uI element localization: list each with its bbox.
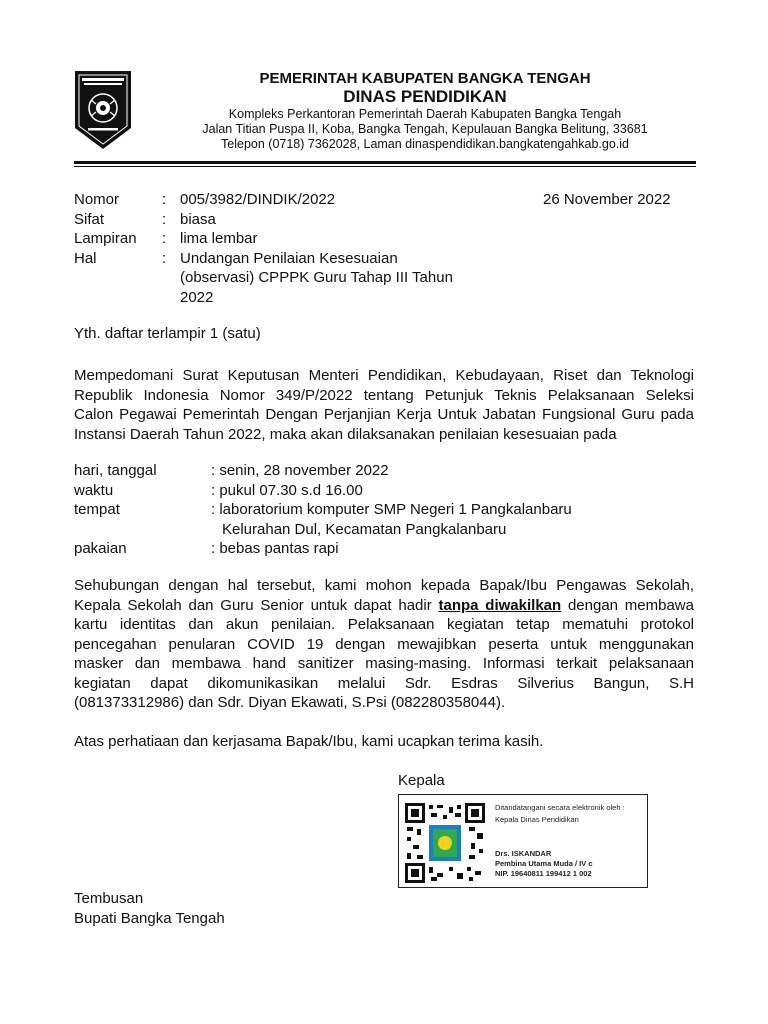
signatory-title: Kepala bbox=[398, 772, 445, 789]
paragraph-line: Instansi Daerah Tahun 2022, maka akan dilaksanakan penilaian kesesuaian pada bbox=[74, 425, 617, 443]
signatory-nip: NIP. 19640811 199412 1 002 bbox=[495, 869, 592, 878]
paragraph-line: pencegahan penularan COVID 19 dengan mewajibkan peserta untuk menggunakan bbox=[74, 635, 694, 653]
detail-label-time: waktu bbox=[74, 481, 114, 499]
letter-attachment: lima lembar bbox=[180, 230, 258, 247]
signatory-rank: Pembina Utama Muda / IV c bbox=[495, 859, 593, 868]
paragraph-line: masker dan membawa hand sanitizer masing-masing. Informasi terkait pelaksanaan bbox=[74, 655, 694, 672]
copy-to-label: Tembusan bbox=[74, 890, 144, 907]
copy-to-recipient: Bupati Bangka Tengah bbox=[74, 909, 225, 927]
detail-label-day: hari, tanggal bbox=[74, 462, 157, 479]
letterhead-rule-thin bbox=[74, 166, 696, 167]
electronic-signature-box bbox=[398, 794, 648, 888]
recipient: Yth. daftar terlampir 1 (satu) bbox=[74, 325, 261, 342]
paragraph-line: kartu identitas dan akun penilaian. Pelaksanaan kegiatan tetap mematuhi protokol bbox=[74, 616, 694, 633]
paragraph-line: Republik Indonesia Nomor 349/P/2022 tentang Petunjuk Teknis Pelaksanaan Seleksi bbox=[74, 386, 694, 404]
letter-subject-line: (observasi) CPPPK Guru Tahap III Tahun bbox=[180, 269, 453, 286]
letter-subject-line: 2022 bbox=[180, 288, 214, 306]
government-name: PEMERINTAH KABUPATEN BANGKA TENGAH bbox=[259, 70, 591, 87]
letterhead-rule bbox=[74, 161, 696, 164]
paragraph-line: Calon Pegawai Pemerintah Dengan Perjanjian Kerja Untuk Jabatan Fungsional Guru pada bbox=[74, 406, 694, 423]
agency-name: DINAS PENDIDIKAN bbox=[343, 87, 507, 106]
paragraph-text: dengan membawa bbox=[561, 596, 694, 614]
meta-separator: : bbox=[162, 191, 167, 208]
paragraph-line: Mempedomani Surat Keputusan Menteri Pendidikan, Kebudayaan, Riset dan Teknologi bbox=[74, 367, 694, 384]
letter-number: 005/3982/DINDIK/2022 bbox=[180, 191, 336, 208]
detail-value-time: : pukul 07.30 s.d 16.00 bbox=[211, 481, 363, 499]
detail-value-day: : senin, 28 november 2022 bbox=[211, 462, 389, 479]
meta-separator: : bbox=[162, 249, 167, 267]
address-line-3: Telepon (0718) 7362028, Laman dinaspendidikan.bangkatengahkab.go.id bbox=[221, 137, 629, 151]
meta-separator: : bbox=[162, 230, 167, 247]
instruction-paragraph bbox=[74, 576, 694, 713]
detail-label-place: tempat bbox=[74, 501, 120, 518]
intro-paragraph bbox=[74, 366, 694, 444]
signatory-name: Drs. ISKANDAR bbox=[495, 849, 552, 858]
qr-code-icon bbox=[405, 803, 485, 883]
paragraph-text: Kepala Sekolah dan Guru Senior untuk dapat hadir bbox=[74, 596, 439, 614]
signed-note: Ditandatangani secara elektronik oleh : bbox=[495, 803, 625, 812]
paragraph-line bbox=[74, 596, 694, 616]
paragraph-line: Sehubungan dengan hal tersebut, kami mohon kepada Bapak/Ibu Pengawas Sekolah, bbox=[74, 577, 694, 594]
meta-label-nature: Sifat bbox=[74, 210, 105, 228]
address-line-2: Jalan Titian Puspa II, Koba, Bangka Tengah, Kepulauan Bangka Belitung, 33681 bbox=[202, 122, 648, 136]
regency-crest-logo bbox=[74, 70, 132, 150]
detail-value-attire: : bebas pantas rapi bbox=[211, 540, 339, 557]
detail-value-place-2: Kelurahan Dul, Kecamatan Pangkalanbaru bbox=[222, 520, 507, 538]
meta-label-attachment: Lampiran bbox=[74, 230, 137, 247]
address-line-1: Kompleks Perkantoran Pemerintah Daerah Kabupaten Bangka Tengah bbox=[228, 107, 622, 121]
letter-date: 26 November 2022 bbox=[543, 191, 671, 208]
meta-separator: : bbox=[162, 210, 167, 228]
closing-sentence: Atas perhatiaan dan kerjasama Bapak/Ibu, kami ucapkan terima kasih. bbox=[74, 733, 544, 750]
letterhead bbox=[150, 70, 700, 152]
emphasis-text: tanpa diwakilkan bbox=[438, 596, 562, 614]
meta-label-number: Nomor bbox=[74, 191, 120, 208]
meta-label-subject: Hal bbox=[74, 249, 97, 267]
letter-subject-line: Undangan Penilaian Kesesuaian bbox=[180, 249, 398, 267]
paragraph-line: (081373312986) dan Sdr. Diyan Ekawati, S.Psi (082280358044). bbox=[74, 694, 506, 711]
letter-nature: biasa bbox=[180, 210, 216, 228]
detail-value-place: : laboratorium komputer SMP Negeri 1 Pangkalanbaru bbox=[211, 501, 572, 518]
signatory-position: Kepala Dinas Pendidikan bbox=[495, 815, 579, 824]
detail-label-attire: pakaian bbox=[74, 540, 127, 557]
paragraph-line: kegiatan dapat dikomunikasikan melalui Sdr. Esdras Silverius Bangun, S.H bbox=[74, 674, 694, 692]
